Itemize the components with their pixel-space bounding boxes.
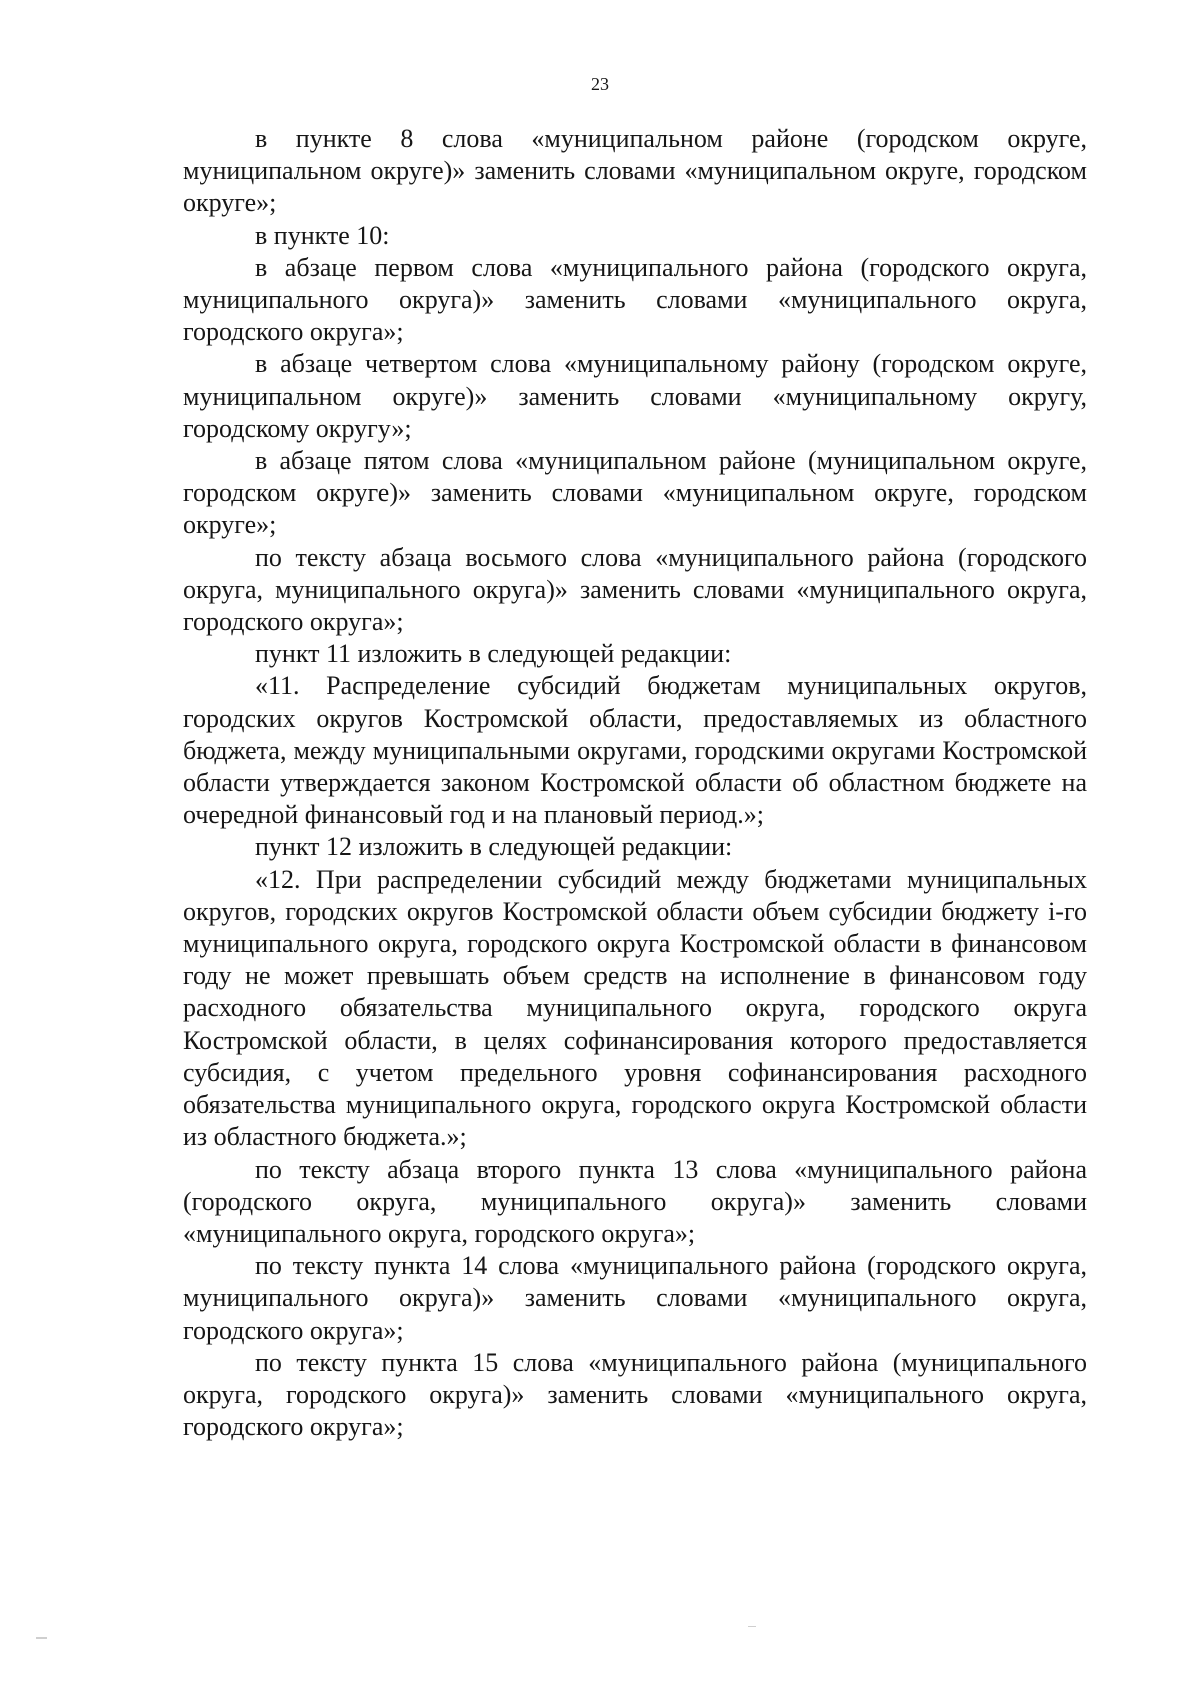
paragraph-point-10-heading: в пункте 10: (255, 220, 390, 250)
paragraph-point-14: по тексту пункта 14 слова «муниципального района (городского округа, муниципального округа)» заменить словами «муниципального округа, городского округа»; (183, 1251, 1087, 1345)
paragraph-point-10-first: в абзаце первом слова «муниципального района (городского округа, муниципального округа)» заменить словами «муниципального округа, городского округа»; (183, 252, 1087, 347)
paragraph-point-11-text: «11. Распределение субсидий бюджетам муниципальных округов, городских округов Костромской области, предоставляемых из областного бюджета, между муниципальными округами, городскими округами Костромской области утверждается законом Костромской области об областном бюджете на очередной финансовый год и на плановый период.»; (183, 671, 1087, 830)
paragraph-point-10-fourth: в абзаце четвертом слова «муниципальному району (городском округе, муниципальном округе)» заменить словами «муниципальному округу, городскому округу»; (183, 349, 1087, 443)
paragraph-point-8: в пункте 8 слова «муниципальном районе (городском округе, муниципальном округе)» заменить словами «муниципальном округе, городском округе»; (183, 124, 1087, 218)
paragraph-point-12-text: «12. При распределении субсидий между бюджетами муниципальных округов, городских округов Костромской области объем субсидии бюджету i-го муниципального округа, городского округа Костромской области в финансовом году не может превышать объем средств на исполнение в финансовом году расходного обязательства муниципального округа, городского округа Костромской области, в целях софинансирования которого предоставляется субсидия, с учетом предельного уровня софинансирования расходного обязательства муниципального округа, городского округа Костромской области из областного бюджета.»; (183, 864, 1087, 1152)
paragraph-point-12-heading: пункт 12 изложить в следующей редакции: (255, 832, 733, 862)
paragraph-point-10-fifth: в абзаце пятом слова «муниципальном районе (муниципальном округе, городском округе)» заменить словами «муниципальном округе, городском округе»; (183, 446, 1087, 540)
paragraph-point-11-heading: пункт 11 изложить в следующей редакции: (255, 639, 732, 669)
document-body (183, 123, 1087, 1443)
paragraph-point-15: по тексту пункта 15 слова «муниципального района (муниципального округа, городского округа)» заменить словами «муниципального округа, городского округа»; (183, 1347, 1087, 1442)
page-number: 23 (591, 74, 609, 94)
scan-mark (748, 1626, 756, 1627)
scan-mark (36, 1637, 47, 1639)
paragraph-point-10-eighth: по тексту абзаца восьмого слова «муниципального района (городского округа, муниципального округа)» заменить словами «муниципального округа, городского округа»; (183, 542, 1087, 637)
paragraph-point-13: по тексту абзаца второго пункта 13 слова «муниципального района (городского округа, муниципального округа)» заменить словами «муниципального округа, городского округа»; (183, 1154, 1087, 1248)
